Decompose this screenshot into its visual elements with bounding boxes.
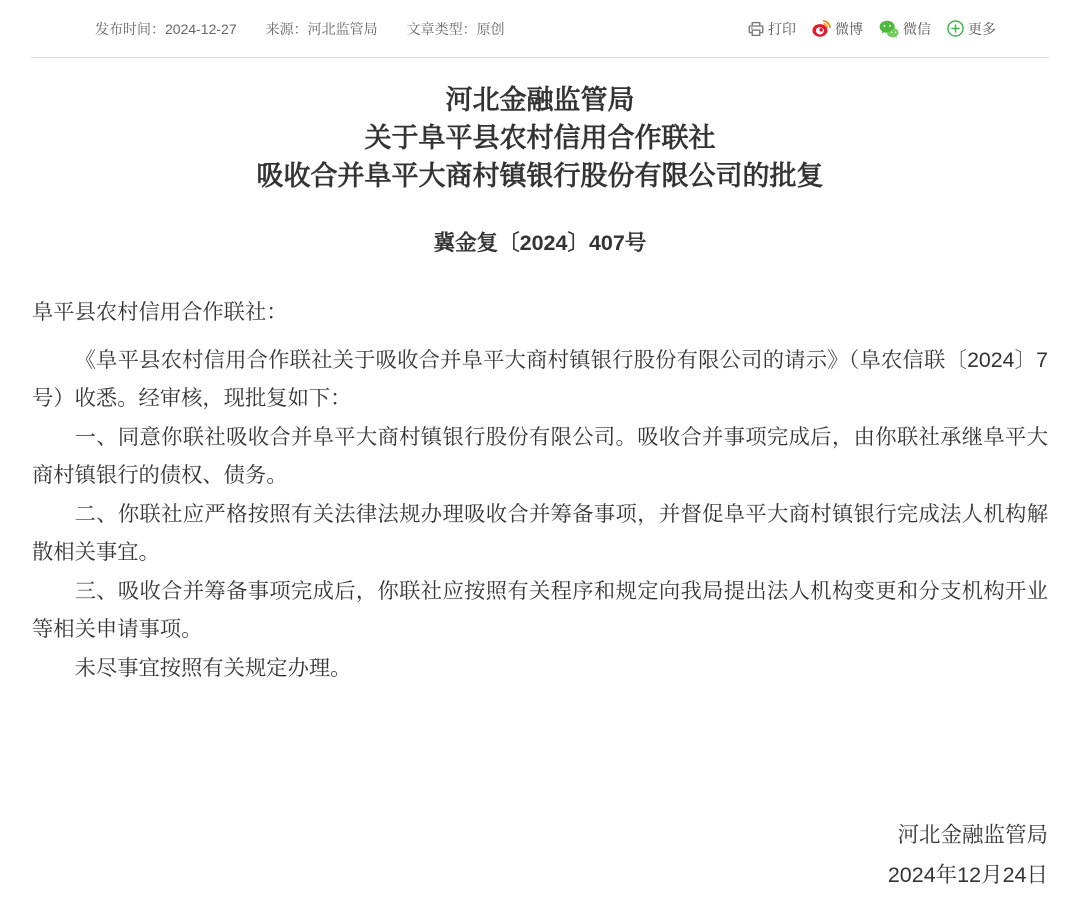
wechat-icon — [878, 18, 900, 40]
weibo-label: 微博 — [835, 20, 863, 37]
article-type-label: 文章类型： — [406, 20, 477, 37]
signature-authority: 河北金融监管局 — [897, 823, 1048, 847]
header-divider — [31, 57, 1049, 58]
wechat-label: 微信 — [903, 20, 931, 37]
meta-info-group — [95, 19, 505, 39]
document-title-line-2: 关于阜平县农村信用合作联社 — [364, 123, 716, 153]
share-wechat-button[interactable] — [878, 18, 931, 40]
publish-time-value: 2024-12-27 — [165, 20, 237, 37]
document-title-line-1: 河北金融监管局 — [445, 85, 635, 115]
item-2-paragraph: 二、你联社应严格按照有关法律法规办理吸收合并筹备事项，并督促阜平大商村镇银行完成法人机构解散相关事宜。 — [32, 501, 1048, 564]
article-type-value: 原创 — [476, 20, 505, 37]
signature-block — [32, 815, 1048, 895]
salutation-paragraph: 阜平县农村信用合作联社： — [32, 300, 288, 324]
official-document — [0, 81, 1080, 895]
print-button[interactable] — [747, 19, 796, 39]
weibo-icon — [811, 18, 832, 39]
item-1-paragraph: 一、同意你联社吸收合并阜平大商村镇银行股份有限公司。吸收合并事项完成后，由你联社承继阜平大商村镇银行的债权、债务。 — [32, 424, 1048, 487]
share-more-button[interactable] — [946, 19, 996, 39]
share-weibo-button[interactable] — [811, 18, 863, 39]
source-label: 来源： — [265, 20, 308, 37]
article-meta-bar — [0, 0, 1080, 57]
source — [266, 19, 378, 39]
article-type — [407, 19, 505, 39]
item-3-paragraph: 三、吸收合并筹备事项完成后，你联社应按照有关程序和规定向我局提出法人机构变更和分支机构开业等相关申请事项。 — [32, 578, 1048, 641]
publish-time — [95, 19, 237, 39]
plus-circle-icon — [946, 19, 965, 38]
document-body — [32, 293, 1048, 687]
document-number: 冀金复〔2024〕407号 — [433, 231, 647, 255]
print-label: 打印 — [768, 20, 796, 37]
publish-time-label: 发布时间： — [95, 20, 165, 37]
more-label: 更多 — [968, 20, 996, 37]
share-toolbar — [747, 18, 996, 40]
document-title — [32, 81, 1048, 195]
source-value: 河北监管局 — [307, 20, 378, 37]
document-title-line-3: 吸收合并阜平大商村镇银行股份有限公司的批复 — [256, 161, 824, 191]
intro-paragraph: 《阜平县农村信用合作联社关于吸收合并阜平大商村镇银行股份有限公司的请示》（阜农信联〔2024〕7号）收悉。经审核，现批复如下： — [32, 347, 1048, 410]
printer-icon — [747, 20, 765, 38]
closing-paragraph: 未尽事宜按照有关规定办理。 — [74, 655, 352, 680]
signature-date: 2024年12月24日 — [887, 863, 1048, 887]
